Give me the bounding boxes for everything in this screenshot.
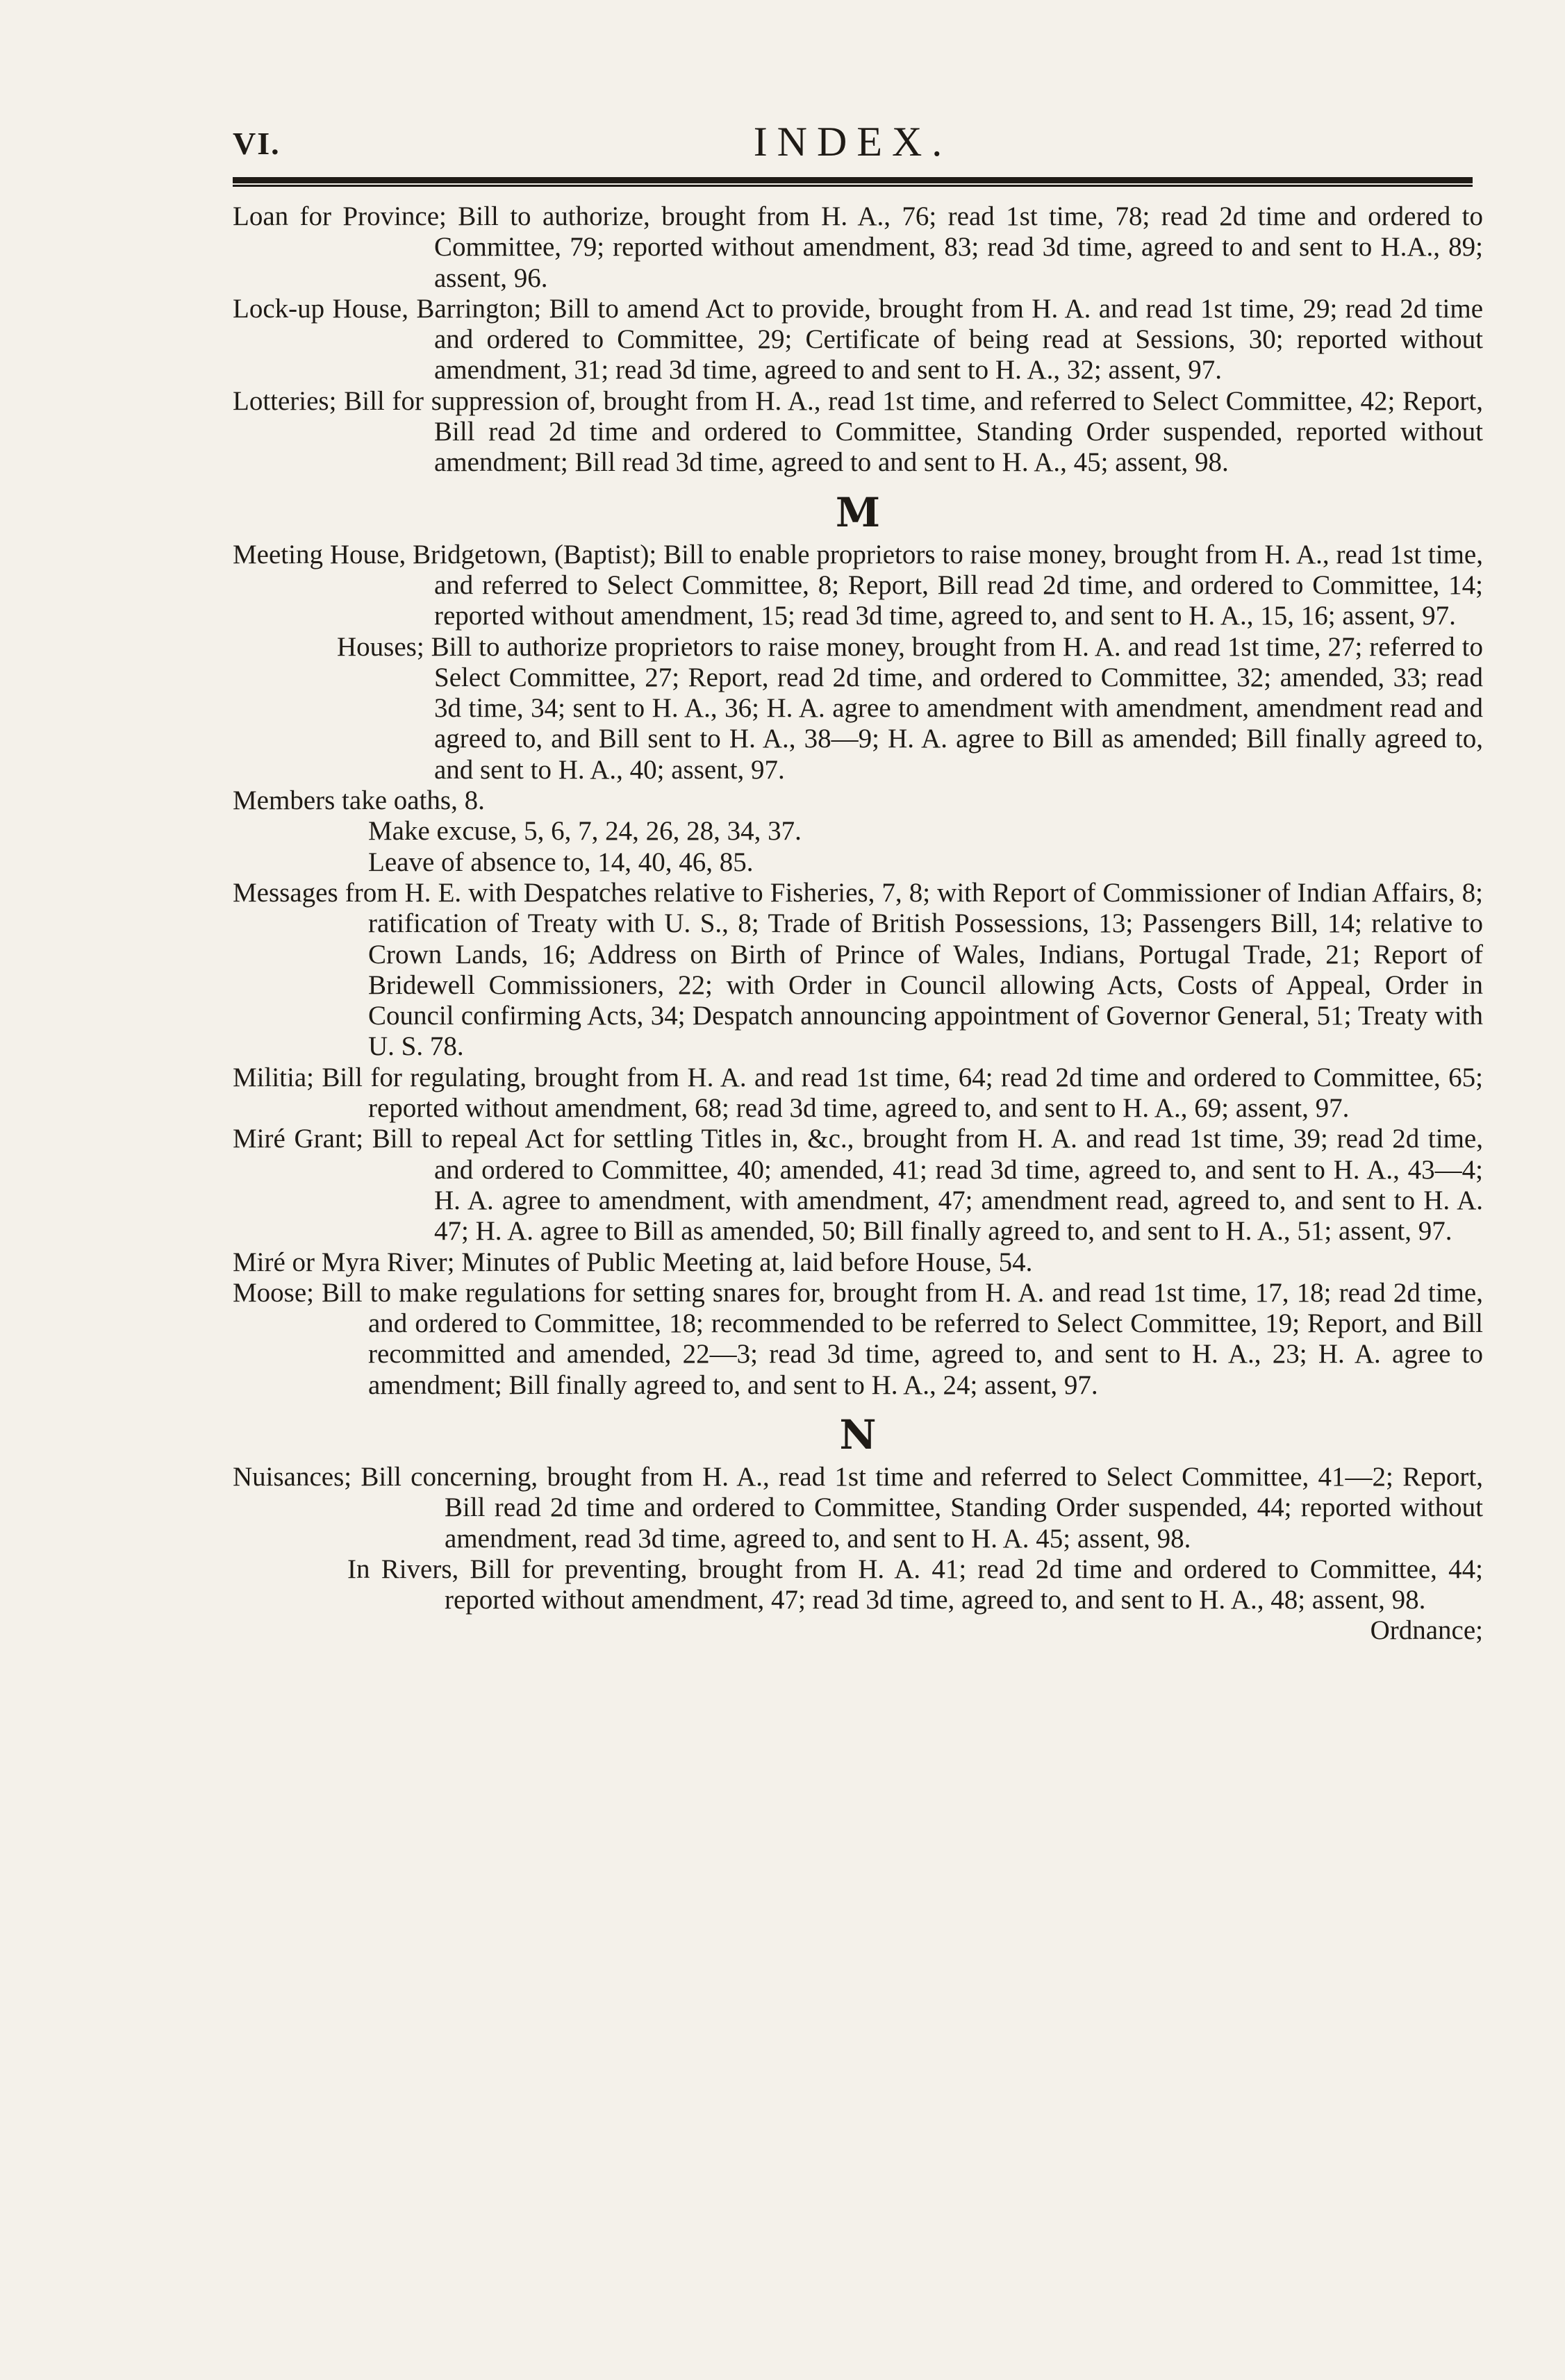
index-entry-lock-up-house: Lock-up House, Barrington; Bill to amend Act to provide, brought from H. A. and read 1st time, 29; read 2d time and ordered to Committee, 29; Certificate of being read at Sessions, 30; reported without amendment, 31; read 3d time, agreed to and sent to H. A., 32; assent, 97. [233,293,1483,385]
index-entry-mire-river: Miré or Myra River; Minutes of Public Meeting at, laid before House, 54. [233,1247,1033,1277]
page-header [233,118,1473,174]
index-subentry-houses: Houses; Bill to authorize proprietors to raise money, brought from H. A. and read 1st time, 27; referred to Select Committee, 27; Report, read 2d time, and ordered to Committee, 32; amended, 33; read 3d time, 34; sent to H. A., 36; H. A. agree to amendment with amendment, amendment read and agreed to, and Bill sent to H. A., 38—9; H. A. agree to Bill as amended; Bill finally agreed to, and sent to H. A., 40; assent, 97. [337,631,1483,785]
page-number: VI. [233,126,281,161]
index-entry-loan-for-province: Loan for Province; Bill to authorize, brought from H. A., 76; read 1st time, 78; read 2d time and ordered to Committee, 79; reported without amendment, 83; read 3d time, agreed to and sent to H.A., 89; assent, 96. [233,201,1483,293]
index-entry-lotteries: Lotteries; Bill for suppression of, brought from H. A., read 1st time, and referred to Select Committee, 42; Report, Bill read 2d time and ordered to Committee, Standing Order suspended, reported without amendment; Bill read 3d time, agreed to and sent to H. A., 45; assent, 98. [233,385,1483,478]
page-title: INDEX. [753,119,952,165]
index-entry-messages: Messages from H. E. with Despatches relative to Fisheries, 7, 8; with Report of Commissioner of Indian Affairs, 8; ratification of Treaty with U. S., 8; Trade of British Possessions, 13; Passengers Bill, 14; relative to Crown Lands, 16; Address on Birth of Prince of Wales, Indians, Portugal Trade, 21; Report of Bridewell Commissioners, 22; with Order in Council allowing Acts, Costs of Appeal, Order in Council confirming Acts, 34; Despatch announcing appointment of Governor General, 51; Treaty with U. S. 78. [233,877,1483,1062]
section-letter-m: M [835,488,881,536]
header-rule [233,177,1473,187]
catchword: Ordnance; [1370,1615,1483,1646]
index-subentry-in-rivers: In Rivers, Bill for preventing, brought from H. A. 41; read 2d time and ordered to Committee, 44; reported without amendment, 47; read 3d time, agreed to, and sent to H. A., 48; assent, 98. [347,1554,1483,1615]
index-entry-moose: Moose; Bill to make regulations for setting snares for, brought from H. A. and read 1st time, 17, 18; read 2d time, and ordered to Committee, 18; recommended to be referred to Select Committee, 19; Report, and Bill recommitted and amended, 22—3; read 3d time, agreed to, and sent to H. A., 23; H. A. agree to amendment; Bill finally agreed to, and sent to H. A., 24; assent, 97. [233,1277,1483,1400]
index-entry-nuisances: Nuisances; Bill concerning, brought from H. A., read 1st time and referred to Select Committee, 41—2; Report, Bill read 2d time and ordered to Committee, Standing Order suspended, 44; reported without amendment, read 3d time, agreed to, and sent to H. A. 45; assent, 98. [233,1461,1483,1554]
section-letter-n: N [839,1410,877,1458]
index-content [233,201,1483,1647]
index-entry-militia: Militia; Bill for regulating, brought from H. A. and read 1st time, 64; read 2d time and ordered to Committee, 65; reported without amendment, 68; read 3d time, agreed to, and sent to H. A., 69; assent, 97. [233,1062,1483,1124]
index-subentry-make-excuse: Make excuse, 5, 6, 7, 24, 26, 28, 34, 37. [368,816,802,847]
index-entry-members: Members take oaths, 8. [233,785,485,816]
index-entry-meeting-house: Meeting House, Bridgetown, (Baptist); Bill to enable proprietors to raise money, brought from H. A., read 1st time, and referred to Select Committee, 8; Report, Bill read 2d time, and ordered to Committee, 14; reported without amendment, 15; read 3d time, agreed to, and sent to H. A., 15, 16; assent, 97. [233,539,1483,631]
index-subentry-leave-of-absence: Leave of absence to, 14, 40, 46, 85. [368,847,754,877]
index-entry-mire-grant: Miré Grant; Bill to repeal Act for settling Titles in, &c., brought from H. A. and read 1st time, 39; read 2d time, and ordered to Committee, 40; amended, 41; read 3d time, agreed to, and sent to H. A., 43—4; H. A. agree to amendment, with amendment, 47; amendment read, agreed to, and sent to H. A. 47; H. A. agree to Bill as amended, 50; Bill finally agreed to, and sent to H. A., 51; assent, 97. [233,1124,1483,1247]
